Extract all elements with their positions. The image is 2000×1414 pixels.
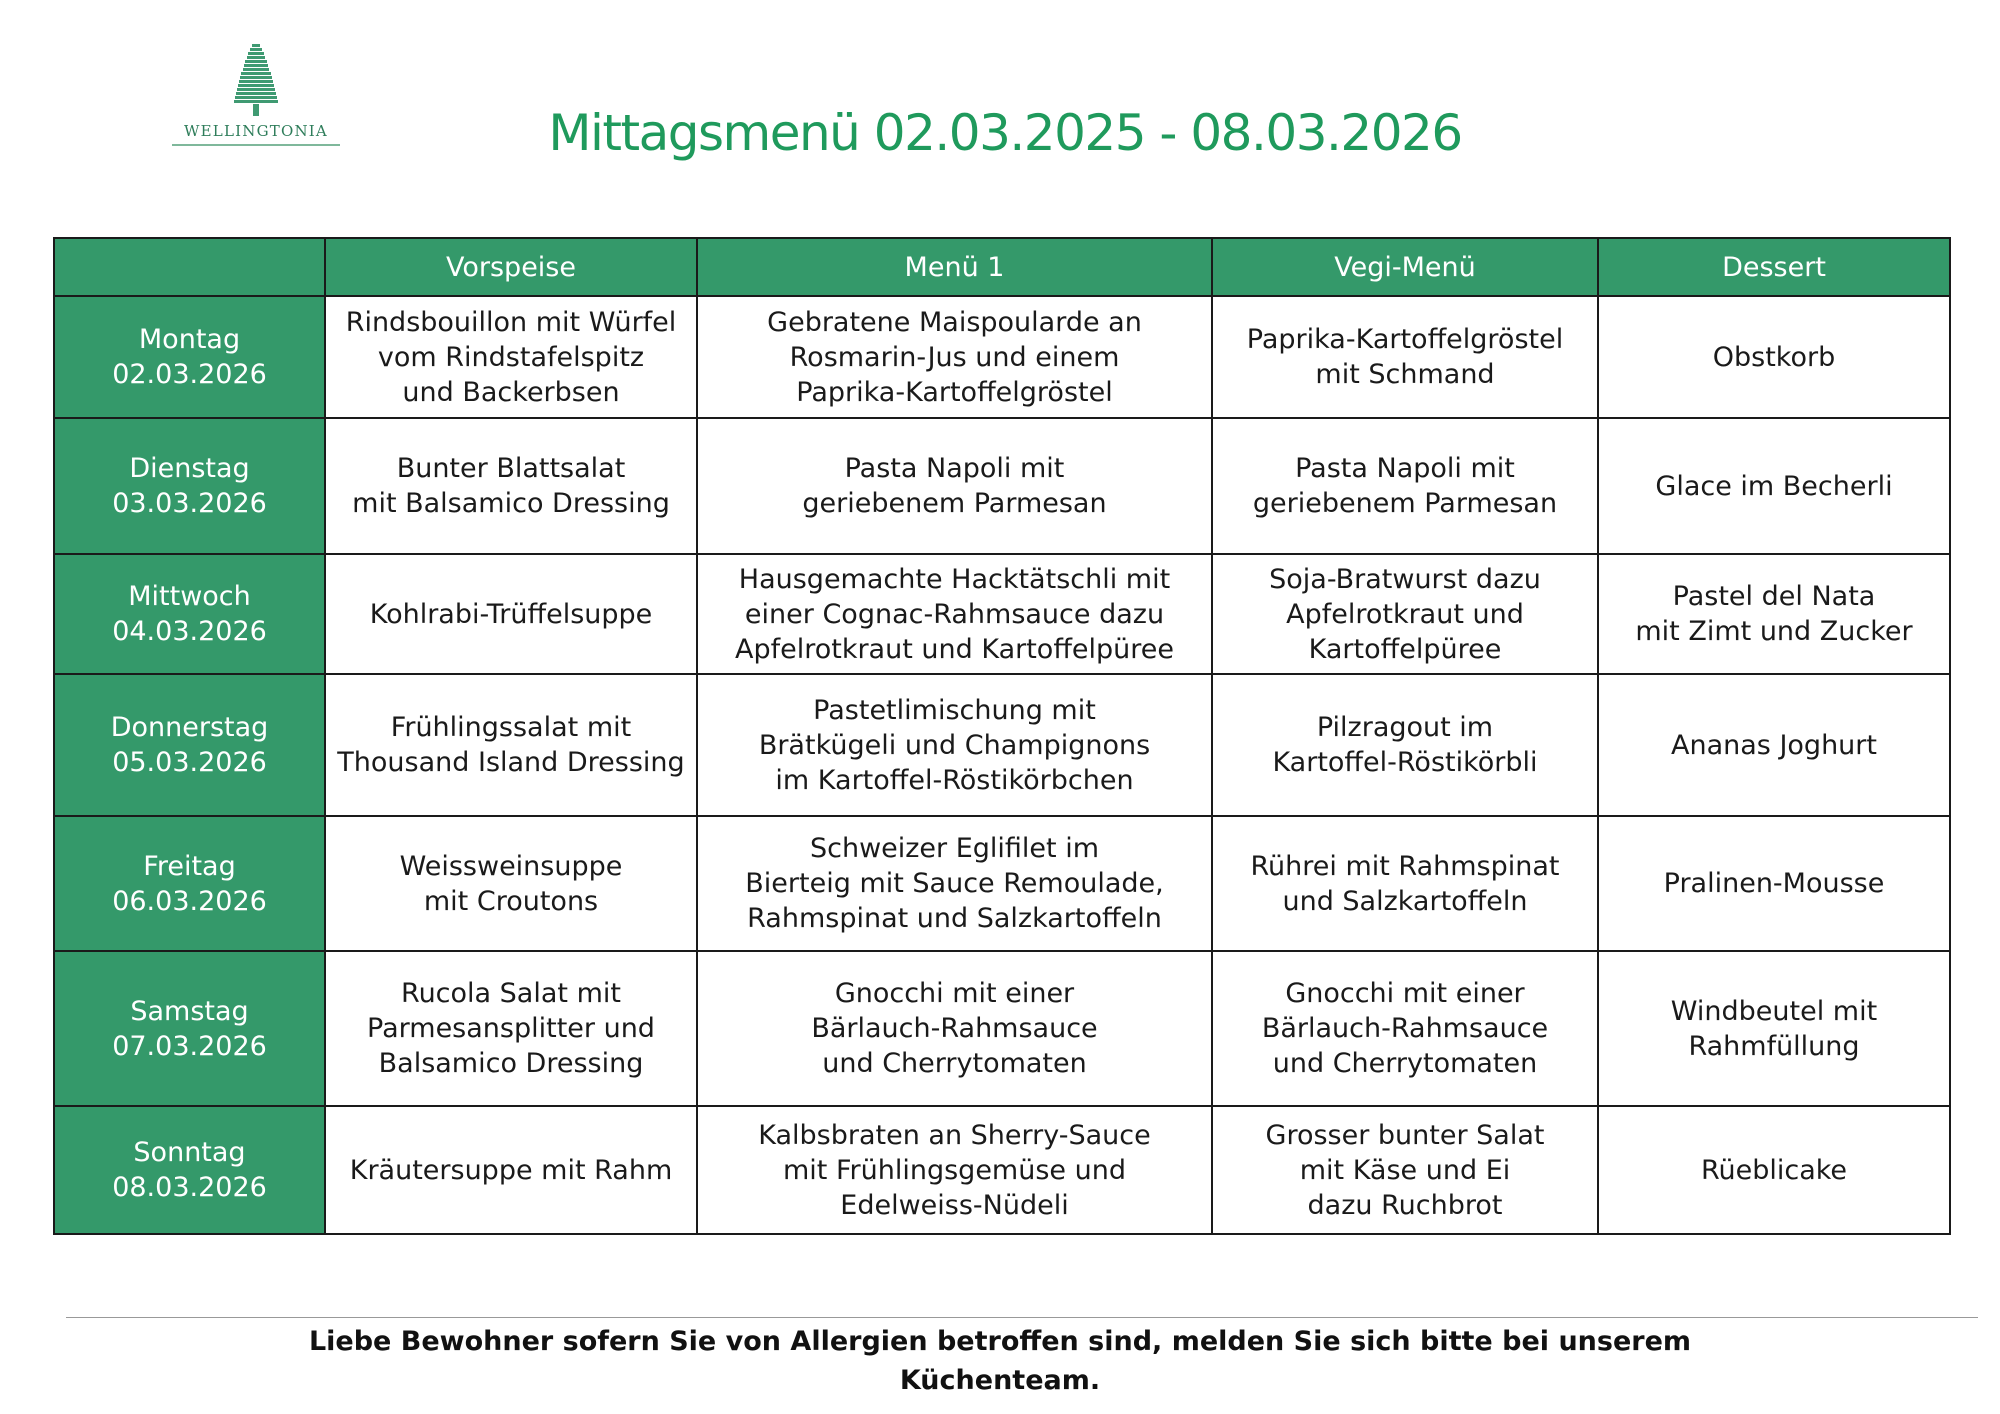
vegi-text: Bärlauch-Rahmsauce xyxy=(1261,1013,1549,1044)
menu1-text: Pastetlimischung mit xyxy=(813,694,1096,726)
day-name: Sonntag xyxy=(133,1137,246,1168)
day-cell xyxy=(54,554,325,674)
menu-row xyxy=(54,1106,1950,1234)
header-vorspeise: Vorspeise xyxy=(325,238,697,296)
vorspeise-text: Rucola Salat mit xyxy=(401,978,621,1009)
logo xyxy=(172,42,340,162)
vegi-text: Kartoffelpüree xyxy=(1308,633,1502,665)
tree-icon xyxy=(226,42,286,120)
menu1-text: Hausgemachte Hacktätschli mit xyxy=(738,563,1171,595)
menu1-text: Gebratene Maispoularde an xyxy=(767,306,1142,338)
vorspeise-text: Rindsbouillon mit Würfel xyxy=(345,306,677,338)
header-dessert: Dessert xyxy=(1598,238,1950,296)
vegi-text: Pilzragout im xyxy=(1316,712,1494,743)
dessert-cell xyxy=(1598,554,1950,674)
menu1-text: Brätkügeli und Champignons xyxy=(758,729,1151,761)
vegi-text: Grosser bunter Salat xyxy=(1265,1119,1545,1151)
vorspeise-text: Kräutersuppe mit Rahm xyxy=(349,1154,673,1186)
vorspeise-cell xyxy=(325,674,697,816)
logo-underline xyxy=(172,144,340,146)
footer-divider xyxy=(66,1317,1978,1318)
vegi-text: Gnocchi mit einer xyxy=(1285,978,1525,1009)
dessert-text: Ananas Joghurt xyxy=(1671,729,1877,761)
menu-row xyxy=(54,296,1950,418)
dessert-cell xyxy=(1598,296,1950,418)
vegi-text: Apfelrotkraut und xyxy=(1286,598,1524,630)
vegi-text: geriebenem Parmesan xyxy=(1252,488,1558,519)
vorspeise-text: mit Balsamico Dressing xyxy=(352,488,670,519)
menu1-text: mit Frühlingsgemüse und xyxy=(783,1154,1126,1186)
day-date: 05.03.2026 xyxy=(112,747,267,778)
vegi-text: mit Schmand xyxy=(1315,359,1495,390)
vorspeise-cell xyxy=(325,816,697,951)
day-date: 07.03.2026 xyxy=(112,1030,267,1062)
header-day xyxy=(54,238,325,296)
day-cell xyxy=(54,296,325,418)
menu1-text: Pasta Napoli mit xyxy=(844,453,1065,484)
logo-text: WELLINGTONIA xyxy=(184,122,328,140)
vegi-text: Rührei mit Rahmspinat xyxy=(1250,850,1560,882)
day-date: 03.03.2026 xyxy=(112,488,267,519)
vorspeise-cell xyxy=(325,951,697,1106)
vorspeise-cell xyxy=(325,296,697,418)
menu1-text: Paprika-Kartoffelgröstel xyxy=(796,376,1113,408)
menu1-cell xyxy=(697,951,1212,1106)
dessert-cell xyxy=(1598,816,1950,951)
dessert-text: Obstkorb xyxy=(1712,341,1836,373)
day-name: Donnerstag xyxy=(110,712,269,743)
dessert-text: Pastel del Nata xyxy=(1672,581,1876,612)
menu1-text: einer Cognac-Rahmsauce dazu xyxy=(744,598,1165,630)
dessert-text: mit Zimt und Zucker xyxy=(1635,616,1913,647)
allergy-notice-line2: Küchenteam. xyxy=(899,1365,1101,1396)
vegi-text: und Salzkartoffeln xyxy=(1282,885,1528,917)
vegi-text: Soja-Bratwurst dazu xyxy=(1269,563,1541,595)
vegi-text: und Cherrytomaten xyxy=(1272,1048,1538,1079)
menu1-text: Rosmarin-Jus und einem xyxy=(789,341,1120,373)
day-name: Freitag xyxy=(143,850,236,882)
dessert-cell xyxy=(1598,1106,1950,1234)
menu1-text: Edelweiss-Nüdeli xyxy=(840,1189,1069,1221)
vegi-text: Kartoffel-Röstikörbli xyxy=(1272,747,1538,778)
menu1-text: Gnocchi mit einer xyxy=(834,978,1075,1009)
menu1-text: Kalbsbraten an Sherry-Sauce xyxy=(758,1119,1151,1151)
vorspeise-text: vom Rindstafelspitz xyxy=(377,341,645,373)
menu-row xyxy=(54,951,1950,1106)
dessert-cell xyxy=(1598,674,1950,816)
vorspeise-text: Bunter Blattsalat xyxy=(396,453,626,484)
menu1-cell xyxy=(697,816,1212,951)
vegi-cell xyxy=(1212,296,1598,418)
dessert-text: Glace im Becherli xyxy=(1655,470,1893,502)
page-title: Mittagsmenü 02.03.2025 - 08.03.2026 xyxy=(548,103,1462,162)
day-date: 04.03.2026 xyxy=(112,616,267,647)
menu-row xyxy=(54,554,1950,674)
day-date: 08.03.2026 xyxy=(112,1172,267,1203)
vegi-cell xyxy=(1212,1106,1598,1234)
menu1-text: Schweizer Eglifilet im xyxy=(809,833,1100,864)
menu-row xyxy=(54,674,1950,816)
menu-row xyxy=(54,418,1950,554)
allergy-notice xyxy=(300,1322,1700,1400)
day-name: Mittwoch xyxy=(128,581,251,612)
menu1-text: geriebenem Parmesan xyxy=(802,488,1107,519)
vegi-cell xyxy=(1212,554,1598,674)
menu1-text: Apfelrotkraut und Kartoffelpüree xyxy=(734,633,1175,665)
vorspeise-text: Weissweinsuppe xyxy=(399,850,623,882)
vorspeise-text: Balsamico Dressing xyxy=(378,1048,644,1079)
vorspeise-text: und Backerbsen xyxy=(402,376,620,408)
dessert-text: Windbeutel mit xyxy=(1670,995,1878,1027)
menu1-text: Rahmspinat und Salzkartoffeln xyxy=(747,903,1162,934)
day-name: Dienstag xyxy=(129,453,250,484)
menu1-text: Bärlauch-Rahmsauce xyxy=(811,1013,1098,1044)
header-vegi: Vegi-Menü xyxy=(1212,238,1598,296)
vorspeise-cell xyxy=(325,1106,697,1234)
vegi-cell xyxy=(1212,674,1598,816)
menu1-text: und Cherrytomaten xyxy=(822,1048,1087,1079)
allergy-notice-line1: Liebe Bewohner sofern Sie von Allergien betroffen sind, melden Sie sich bitte bei unserem xyxy=(308,1326,1692,1357)
menu1-text: im Kartoffel-Röstikörbchen xyxy=(775,764,1134,796)
vegi-text: Paprika-Kartoffelgröstel xyxy=(1246,324,1564,355)
day-cell xyxy=(54,418,325,554)
vegi-cell xyxy=(1212,418,1598,554)
vegi-cell xyxy=(1212,951,1598,1106)
vorspeise-text: Thousand Island Dressing xyxy=(337,747,685,778)
dessert-text: Rahmfüllung xyxy=(1688,1030,1860,1062)
day-cell xyxy=(54,674,325,816)
vorspeise-text: mit Croutons xyxy=(423,885,599,917)
vorspeise-text: Parmesansplitter und xyxy=(367,1013,655,1044)
day-date: 06.03.2026 xyxy=(112,885,267,917)
menu1-cell xyxy=(697,1106,1212,1234)
menu1-cell xyxy=(697,554,1212,674)
day-name: Montag xyxy=(138,324,241,355)
vegi-text: Pasta Napoli mit xyxy=(1295,453,1515,484)
vorspeise-text: Kohlrabi-Trüffelsuppe xyxy=(369,598,653,630)
menu1-cell xyxy=(697,418,1212,554)
vegi-text: dazu Ruchbrot xyxy=(1307,1189,1503,1221)
dessert-cell xyxy=(1598,418,1950,554)
day-date: 02.03.2026 xyxy=(112,359,267,390)
vorspeise-cell xyxy=(325,418,697,554)
menu1-cell xyxy=(697,674,1212,816)
vegi-text: mit Käse und Ei xyxy=(1299,1154,1511,1186)
day-name: Samstag xyxy=(130,995,249,1027)
dessert-text: Pralinen-Mousse xyxy=(1663,868,1885,899)
header-menu1: Menü 1 xyxy=(697,238,1212,296)
header-row xyxy=(54,238,1950,296)
day-cell xyxy=(54,1106,325,1234)
vorspeise-cell xyxy=(325,554,697,674)
menu1-text: Bierteig mit Sauce Remoulade, xyxy=(745,868,1164,899)
dessert-text: Rüeblicake xyxy=(1700,1154,1848,1186)
vorspeise-text: Frühlingssalat mit xyxy=(390,712,632,743)
dessert-cell xyxy=(1598,951,1950,1106)
menu-row xyxy=(54,816,1950,951)
vegi-cell xyxy=(1212,816,1598,951)
day-cell xyxy=(54,816,325,951)
menu-table xyxy=(53,237,1951,1235)
menu1-cell xyxy=(697,296,1212,418)
day-cell xyxy=(54,951,325,1106)
